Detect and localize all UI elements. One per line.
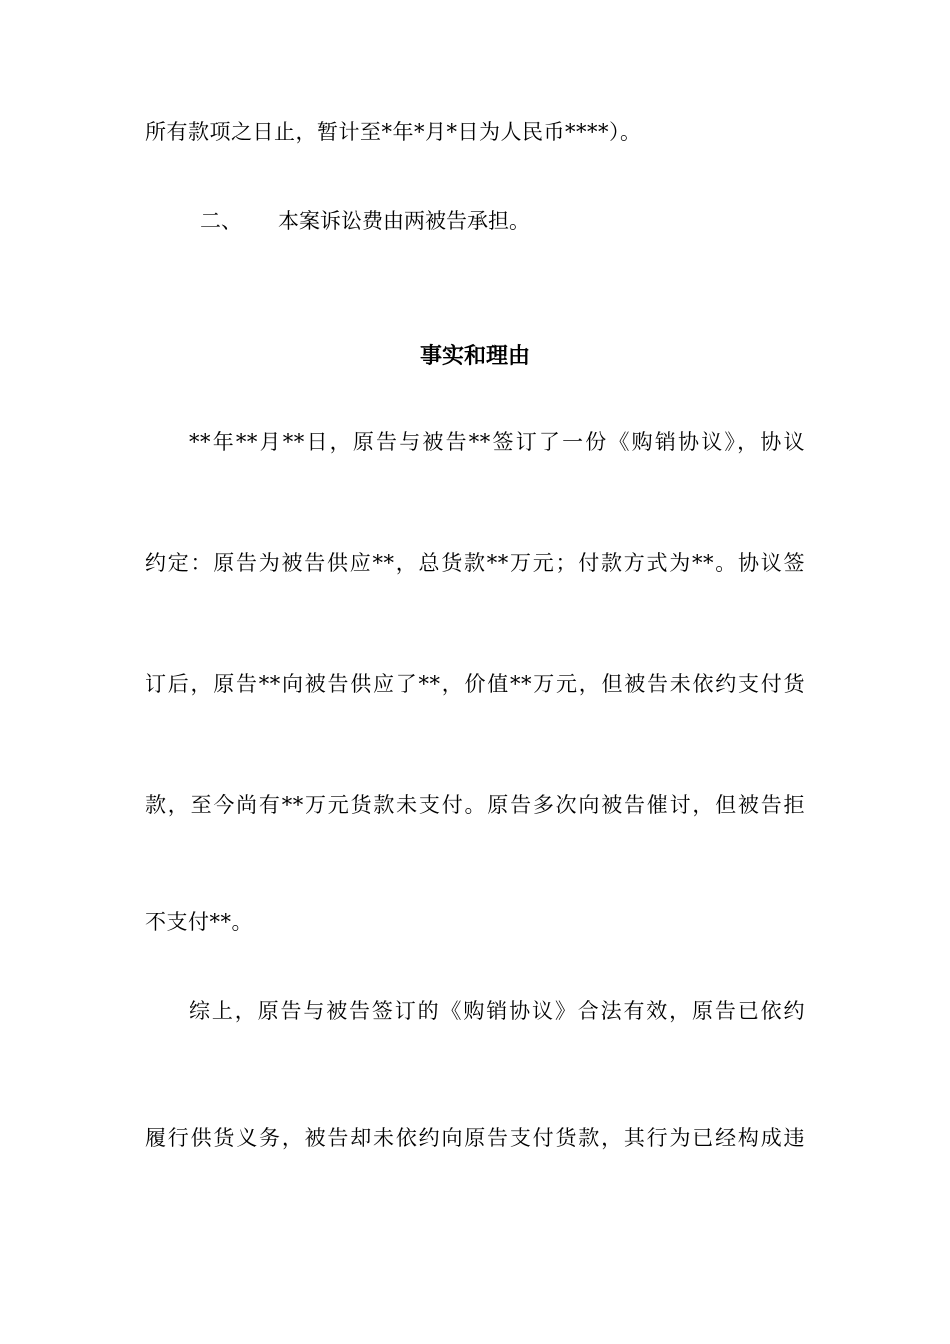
paragraph2-line-1: 综上，原告与被告签订的《购销协议》合法有效，原告已依约: [189, 999, 805, 1023]
paragraph1-line-5: 不支付**。: [145, 910, 253, 934]
claim-item-text: 本案诉讼费由两被告承担。: [278, 209, 530, 233]
paragraph1-line-3: 订后，原告**向被告供应了**，价值**万元，但被告未依约支付货: [145, 672, 805, 696]
claim-item-number: 二、: [200, 209, 242, 233]
paragraph1-line-4: 款，至今尚有**万元货款未支付。原告多次向被告催讨，但被告拒: [145, 793, 805, 817]
paragraph1-line-2: 约定：原告为被告供应**，总货款**万元；付款方式为**。协议签: [145, 551, 805, 575]
section-heading: 事实和理由: [419, 343, 530, 369]
paragraph2-line-2: 履行供货义务，被告却未依约向原告支付货款，其行为已经构成违: [145, 1126, 805, 1150]
continuation-line: 所有款项之日止，暂计至*年*月*日为人民币****）。: [145, 120, 642, 144]
paragraph1-line-1: **年**月**日，原告与被告**签订了一份《购销协议》，协议: [189, 430, 805, 454]
